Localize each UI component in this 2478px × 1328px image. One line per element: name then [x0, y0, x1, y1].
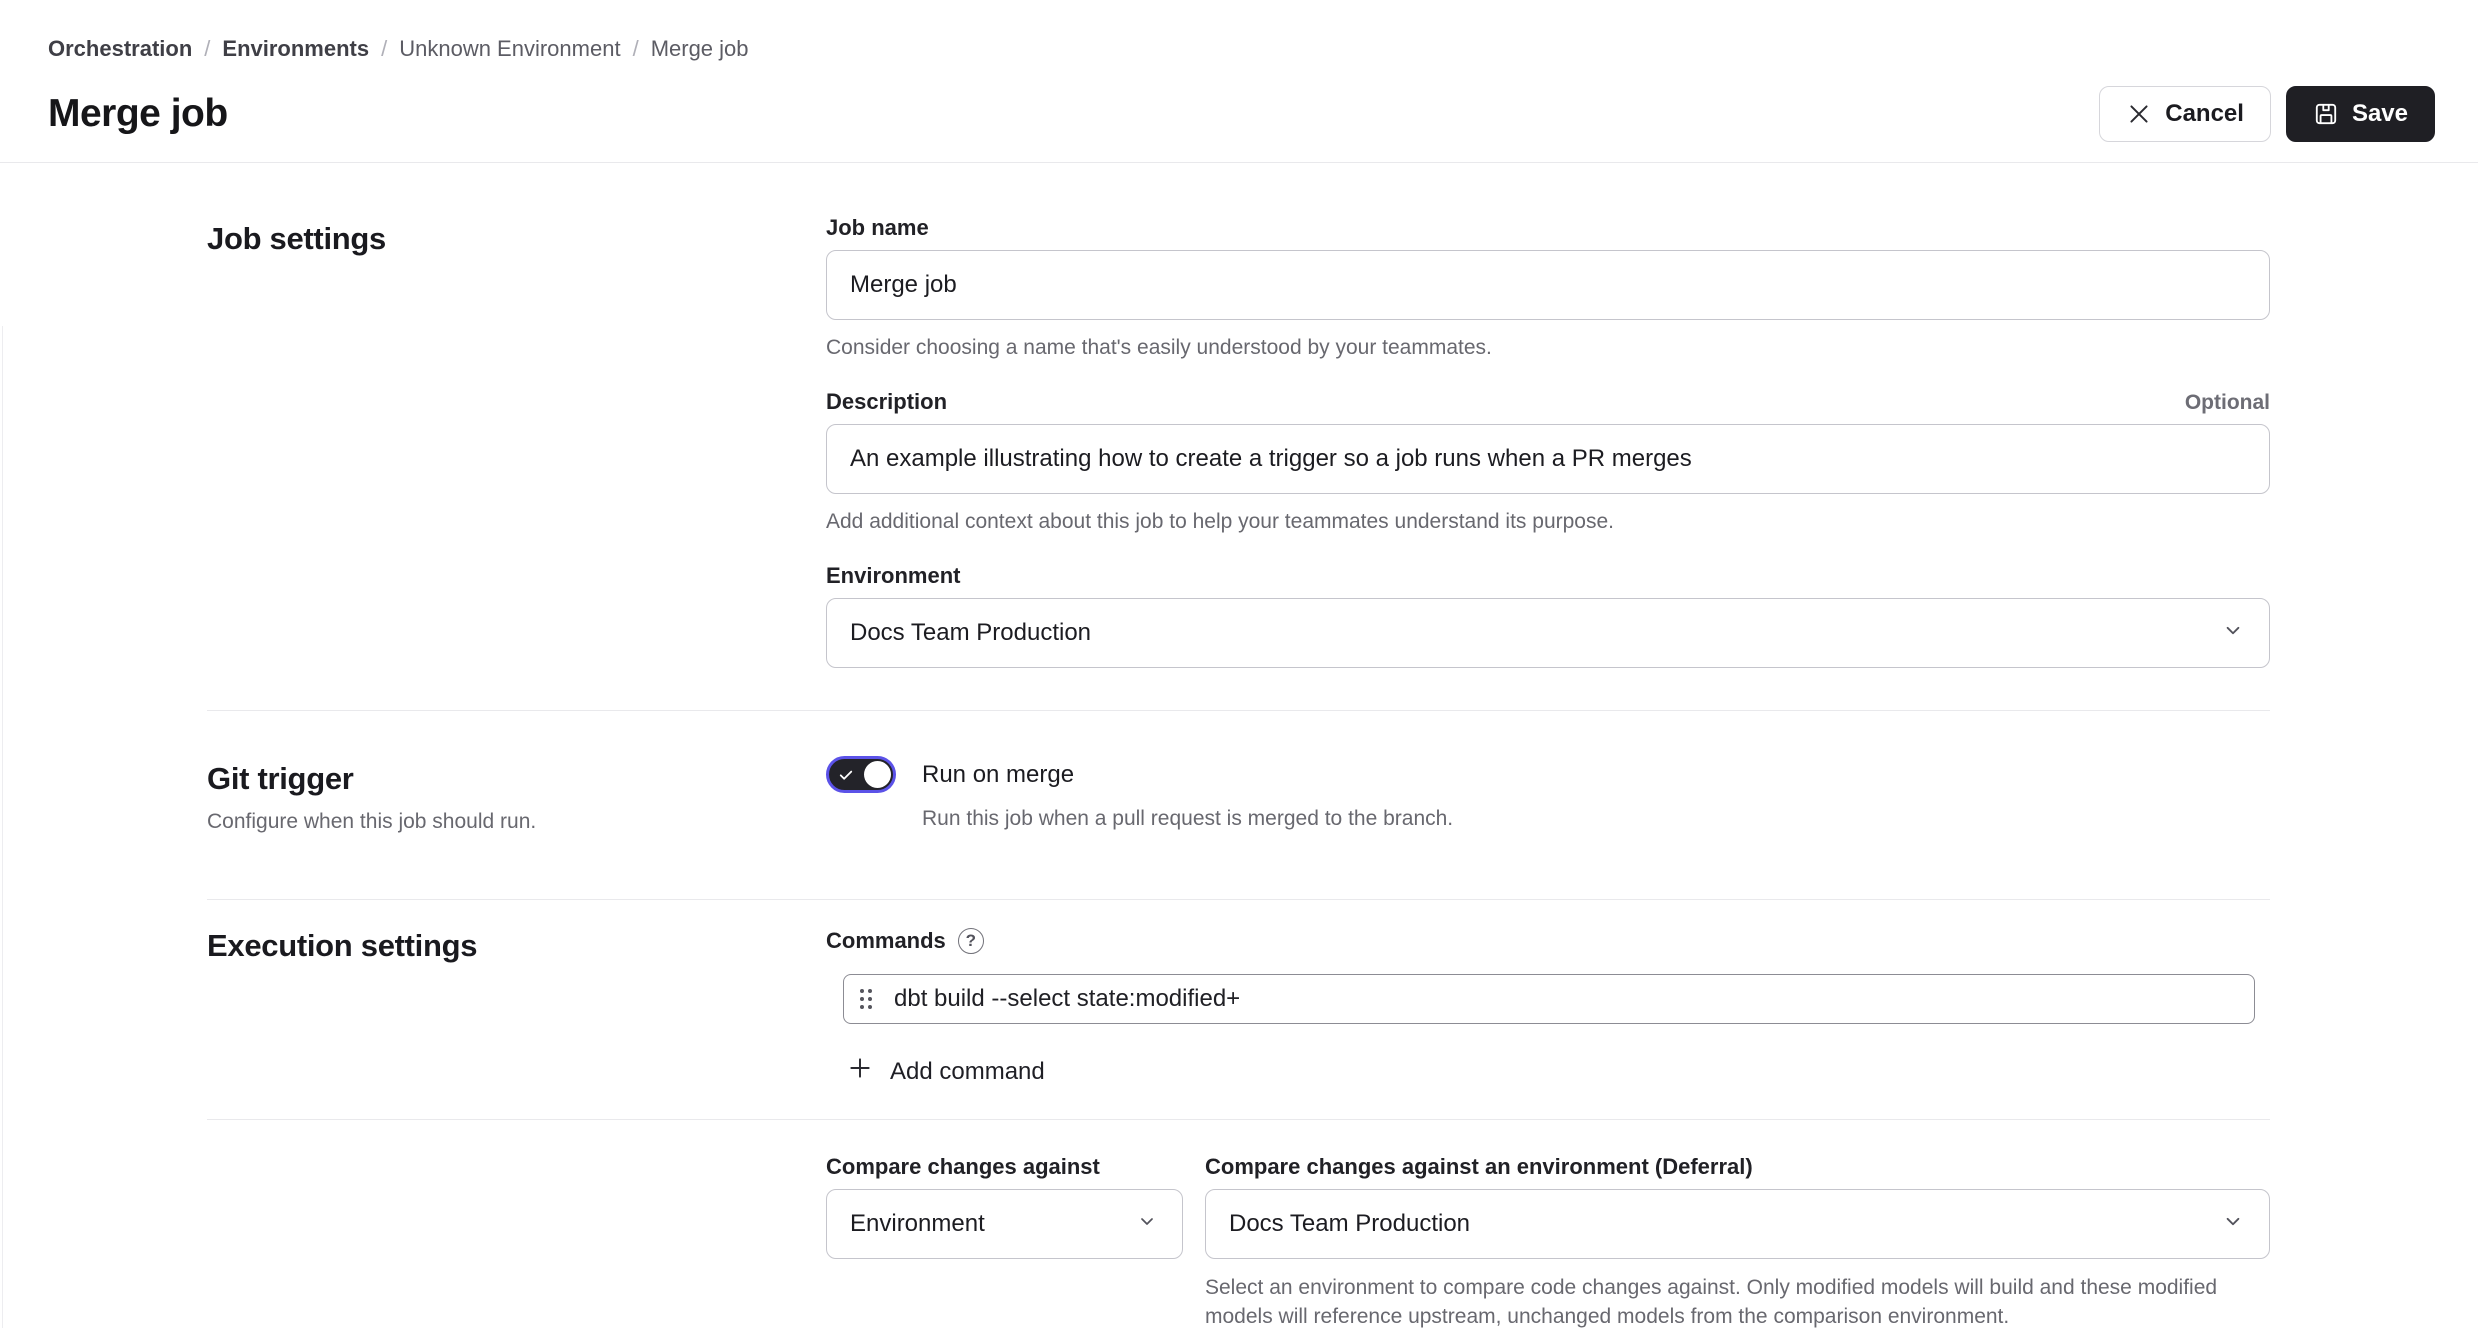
optional-badge: Optional [2184, 391, 2270, 414]
compare-against-select[interactable] [826, 1189, 1183, 1259]
breadcrumb-separator: / [632, 36, 639, 61]
save-button[interactable] [2286, 86, 2435, 142]
breadcrumb-separator: / [204, 36, 211, 61]
run-on-merge-description: Run this job when a pull request is merged to the branch. [922, 807, 1454, 830]
toggle-knob [864, 761, 891, 788]
job-name-label: Job name [826, 215, 929, 240]
breadcrumb [48, 36, 2435, 62]
close-icon [2126, 101, 2152, 127]
header-actions [2099, 86, 2435, 142]
job-settings-heading: Job settings [207, 221, 386, 256]
description-input[interactable] [826, 424, 2270, 494]
help-icon[interactable]: ? [958, 928, 984, 954]
job-settings-section [207, 163, 2270, 710]
save-icon [2313, 101, 2339, 127]
description-helper: Add additional context about this job to help your teammates understand its purpose. [826, 510, 1614, 533]
command-input[interactable]: dbt build --select state:modified+ [894, 985, 1241, 1012]
plus-icon [847, 1055, 873, 1088]
breadcrumb-environments[interactable]: Environments [222, 36, 370, 61]
check-icon [837, 766, 855, 789]
deferral-select[interactable] [1205, 1189, 2270, 1259]
breadcrumb-unknown-environment[interactable]: Unknown Environment [399, 36, 621, 61]
execution-settings-section [207, 900, 2270, 1119]
main-content [0, 163, 2478, 1328]
cancel-button[interactable] [2099, 86, 2271, 142]
save-button-label: Save [2351, 100, 2408, 127]
chevron-down-icon [2220, 617, 2246, 650]
compare-against-label: Compare changes against [826, 1154, 1100, 1179]
commands-label: Commands [826, 928, 946, 953]
run-on-merge-label: Run on merge [922, 760, 1075, 788]
compare-section [207, 1120, 2270, 1328]
job-name-helper: Consider choosing a name that's easily understood by your teammates. [826, 336, 1492, 359]
chevron-down-icon [1135, 1209, 1159, 1240]
environment-select[interactable] [826, 598, 2270, 668]
environment-label: Environment [826, 563, 961, 588]
deferral-helper: Select an environment to compare code changes against. Only modified models will build and these modified models will reference upstream, unchanged models from the comparison environment. [1205, 1276, 2218, 1328]
compare-against-value: Environment [850, 1210, 985, 1237]
breadcrumb-merge-job: Merge job [650, 36, 749, 61]
breadcrumb-orchestration[interactable]: Orchestration [48, 36, 193, 61]
command-row [843, 974, 2255, 1024]
git-trigger-heading: Git trigger [207, 761, 354, 796]
add-command-button[interactable] [847, 1055, 1045, 1088]
drag-handle-icon[interactable] [860, 989, 872, 1009]
description-label: Description [826, 389, 948, 414]
cancel-button-label: Cancel [2165, 100, 2244, 127]
add-command-label: Add command [890, 1057, 1045, 1085]
git-trigger-section [207, 711, 2270, 899]
git-trigger-subheading: Configure when this job should run. [207, 810, 537, 833]
content-left-border [2, 326, 3, 1328]
breadcrumb-separator: / [381, 36, 388, 61]
deferral-value: Docs Team Production [1229, 1210, 1471, 1237]
execution-settings-heading: Execution settings [207, 928, 478, 963]
run-on-merge-toggle[interactable] [826, 756, 896, 793]
deferral-label: Compare changes against an environment (Deferral) [1205, 1154, 1753, 1179]
job-name-input[interactable] [826, 250, 2270, 320]
environment-select-value: Docs Team Production [850, 619, 1092, 646]
page-title: Merge job [48, 92, 228, 135]
page-header [0, 0, 2478, 163]
chevron-down-icon [2220, 1208, 2246, 1241]
